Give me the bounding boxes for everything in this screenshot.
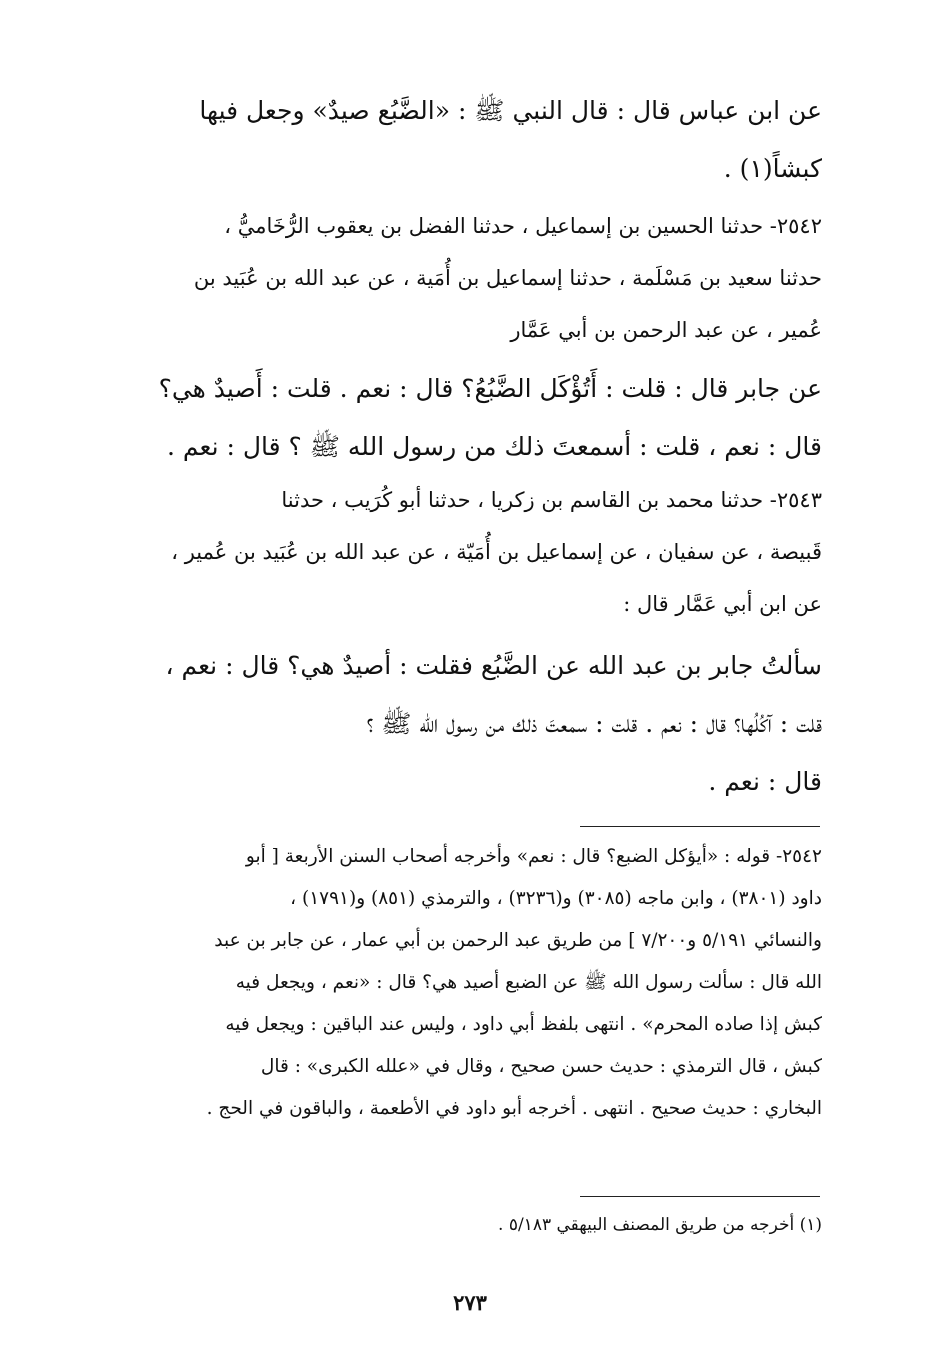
text-line: عُمير ، عن عبد الرحمن بن أبي عَمَّار [510, 318, 822, 342]
text-line: حدثنا سعيد بن مَسْلَمة ، حدثنا إسماعيل بن أُمَية ، عن عبد الله بن عُبَيد بن [193, 266, 822, 290]
text-line: كبش ، قال الترمذي : حديث حسن صحيح ، وقال في «علله الكبرى» : قال [260, 1056, 822, 1077]
text-line: قال : نعم ، قلت : أسمعتَ ذلك من رسول الله ﷺ ؟ قال : نعم . [167, 432, 822, 461]
hadith-2541-ending [116, 82, 822, 198]
hadith-2542-isnad [116, 200, 822, 356]
text-line: عن ابن عباس قال : قال النبي ﷺ : «الضَّبُع صيدٌ» وجعل فيها [199, 96, 822, 125]
text-line: قال : نعم . [708, 767, 822, 796]
text-line: داود (٣٨٠١) ، وابن ماجه (٣٠٨٥) و(٣٢٣٦) ، والترمذي (٨٥١) و(١٧٩١) ، [290, 888, 822, 909]
text-line: قلت : آكُلُها؟ قال : نعم . قلت : سمعتَ ذلك من رسول الله ﷺ ؟ [366, 709, 822, 738]
text-line: والنسائي ٥/١٩١ و٧/٢٠٠ ] من طريق عبد الرحمن بن أبي عمار ، عن جابر بن عبد [214, 930, 822, 951]
text-line: قَبيصة ، عن سفيان ، عن إسماعيل بن أُمَيّة ، عن عبد الله بن عُبَيد بن عُمير ، [171, 540, 822, 564]
text-line: ٢٥٤٢- قوله : «أيؤكل الضبع؟ قال : نعم» وأخرجه أصحاب السنن الأربعة [ أبو [245, 846, 822, 867]
text-line: ٢٥٤٢- حدثنا الحسين بن إسماعيل ، حدثنا الفضل بن يعقوب الرُّخَاميُّ ، [224, 214, 822, 238]
text-line: عن جابر قال : قلت : أَتُؤْكَل الضَّبُعُ؟ قال : نعم . قلت : أَصيدٌ هي؟ [158, 374, 822, 403]
text-line: ٢٥٤٣- حدثنا محمد بن القاسم بن زكريا ، حدثنا أبو كُرَيب ، حدثنا [281, 488, 822, 512]
text-line: (١) أخرجه من طريق المصنف البيهقي ٥/١٨٣ . [498, 1215, 822, 1235]
hadith-2543-isnad [116, 474, 822, 630]
text-line: سألتُ جابر بن عبد الله عن الضَّبُع فقلت : أصيدٌ هي؟ قال : نعم ، [165, 651, 822, 680]
page-number: ٢٧٣ [453, 1290, 487, 1315]
text-line: البخاري : حديث صحيح . انتهى . أخرجه أبو داود في الأطعمة ، والباقون في الحج . [206, 1098, 822, 1119]
text-line: عن ابن أبي عَمَّار قال : [623, 592, 822, 616]
commentary-2542 [116, 836, 822, 1130]
text-line: كبشاً(١) . [723, 154, 822, 183]
text-line: الله قال : سألت رسول الله ﷺ عن الضبع أصيد هي؟ قال : «نعم ، ويجعل فيه [235, 972, 822, 993]
hadith-2542-matn [116, 360, 822, 476]
text-line: كبش إذا صاده المحرم» . انتهى بلفظ أبي داود ، وليس عند الباقين : ويجعل فيه [225, 1014, 822, 1035]
hadith-2543-matn [116, 637, 822, 811]
footnote-1 [116, 1210, 822, 1240]
footnote-separator [580, 1196, 820, 1197]
commentary-separator [580, 826, 820, 827]
